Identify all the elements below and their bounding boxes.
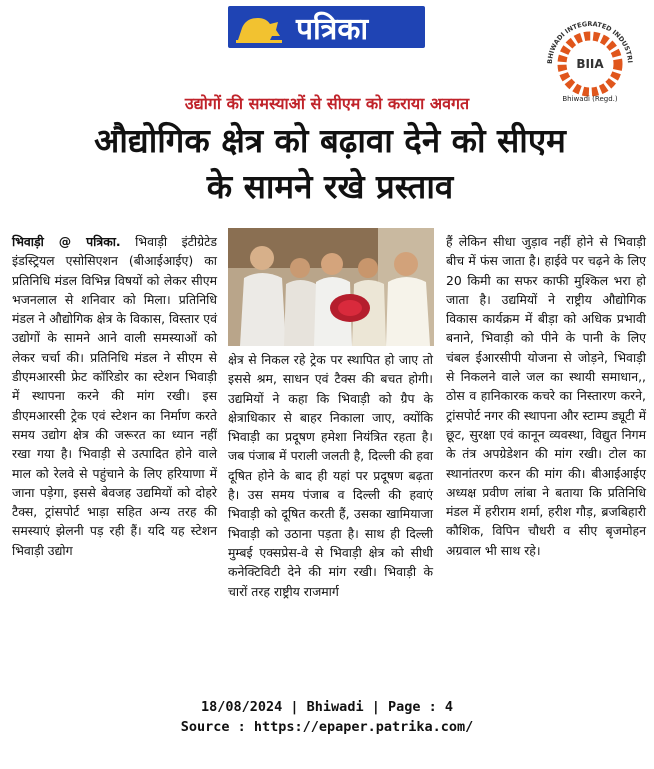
article-column-2: क्षेत्र से निकल रहे ट्रेक पर स्थापित हो जाए तो इससे श्रम, साधन एवं टैक्स की बचत होगी। उद्यमियों ने कहा कि भिवाड़ी को ग्रैप के क्षेत्राधिकार से बाहर निकाला जाए, क्योंकि भिवाड़ी का प्रदूषण हमेशा नियंत्रित रहता है। जब पंजाब में पराली जलती है, दिल्ली की हवा दूषित होने के बाद ही यहां पर प्रदूषण बढ़ता है। उस समय पंजाब व दिल्ली की हवाएं भिवाड़ी को दूषित करती हैं, उसका खामियाजा भिवाड़ी को उठाना पड़ता है। साथ ही दिल्ली मुम्बई एक्सप्रेस-वे से भिवाड़ी क्षेत्र को सीधी कनेक्टिविटी देने की मांग रखी। भिवाड़ी के चारों तरह राष्ट्रीय राजमार्ग — [228, 352, 433, 599]
logo-city: Bhiwadi (Regd.) — [562, 95, 618, 103]
delegation-photo — [228, 228, 434, 346]
source-footer — [0, 697, 654, 737]
article-column-3: हैं लेकिन सीधा जुड़ाव नहीं होने से भिवाड़ी बीच में फंस जाता है। हाईवे पर चढ़ने के लिए 20 किमी का सफर काफी मुश्किल भरा हो जाता है। उद्यमियों ने राष्ट्रीय औद्योगिक विकास कार्यक्रम में बीड़ा को अधिक प्रभावी बनाने, भिवाड़ी को पीने के पानी के लिए चंबल ईआरसीपी योजना से जोड़ने, भिवाड़ी से निकलने वाले जल का स्थायी समाधान,, ठोस व हानिकारक कचरे का निस्तारण करने, ट्रांसपोर्ट नगर की स्थापना और स्टाम्प ड्यूटी में छूट, सुरक्षा एवं कानून व्यवस्था, विद्युत निगम के तंत्र अपग्रेडेशन की मांग रखी। टोल का स्थानांतरण करन की मांग की। बीआईआईए अध्यक्ष प्रवीण लांबा ने बताया कि प्रतिनिधि मंडल में हरीराम शर्मा, हरीश गौड़, ब्रजबिहारी कौशिक, विपिन चौधरी व सीए बृजमोहन अग्रवाल भी साथ रहे। — [446, 234, 646, 558]
article-dateline: भिवाड़ी @ पत्रिका. — [12, 234, 121, 249]
footer-source-line: Source : https://epaper.patrika.com/ — [180, 719, 474, 735]
lion-emblem-icon — [228, 6, 290, 48]
article-headline — [20, 118, 640, 210]
masthead — [228, 6, 425, 48]
headline-line-2: के सामने रखे प्रस्ताव — [206, 167, 454, 206]
footer-date-line: 18/08/2024 | Bhiwadi | Page : 4 — [201, 699, 453, 715]
article-column-1 — [12, 232, 217, 672]
headline-line-1: औद्योगिक क्षेत्र को बढ़ावा देने को सीएम — [94, 121, 566, 160]
logo-mark: BIIA — [576, 57, 604, 71]
column-1-text: भिवाड़ी इंटीग्रेटेड इंडस्ट्रियल एसोसिएशन (बीआईआईए) का प्रतिनिधि मंडल विभिन्न विषयों को लेकर सीएम भजनलाल से शनिवार को मिला। प्रतिनिधि मंडल ने औद्योगिक क्षेत्र के विकास, विस्तार एवं उद्योगों के सामने आने वाली समस्याओं को लेकर चर्चा की। प्रतिनिधि मंडल ने सीएम से डीएमआरसी फ्रेट कॉरिडोर का स्टेशन भिवाड़ी में स्थापना करने की मांग रखी। इस डीएमआरसी ट्रेक एवं स्टेशन का निर्माण करते समय उद्योग क्षेत्र की जरूरत का ध्यान नहीं रखा गया है। भिवाड़ी से उत्पादित होने वाले माल को रेलवे से पहुंचाने के लिए हरियाणा में जाना पड़ेगा, इससे बेवजह उद्यमियों को दोहरे टैक्स, ट्रांसपोर्ट भाड़ा सहित अन्य तरह की समस्याएं झेलनी पड़ रही हैं। यदि यह स्टेशन भिवाड़ी उद्योग — [12, 234, 217, 558]
logo-ring-text: BHIWADI INTEGRATED INDUSTRI — [545, 19, 634, 65]
article-kicker: उद्योगों की समस्याओं से सीएम को कराया अवगत — [184, 94, 470, 113]
masthead-name: पत्रिका — [296, 11, 369, 47]
biia-logo — [534, 8, 646, 104]
